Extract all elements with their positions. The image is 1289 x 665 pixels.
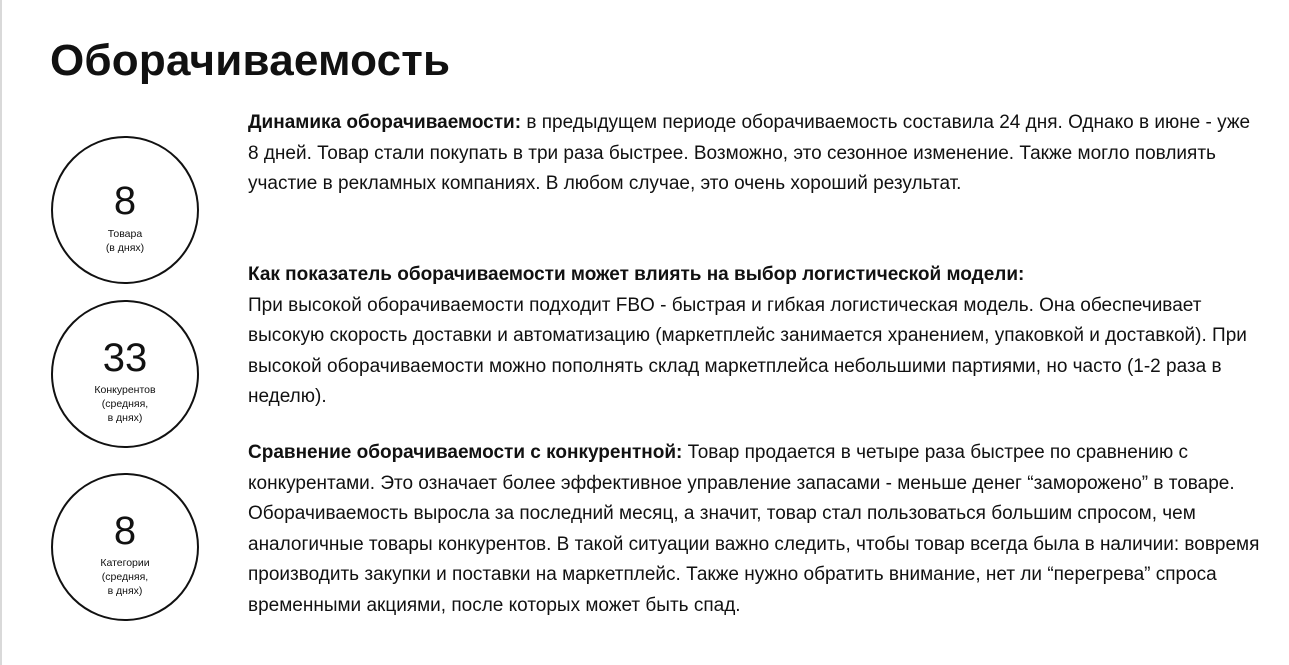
stat-caption-category: Категории (средняя, в днях) <box>100 557 150 597</box>
stat-value-product: 8 <box>113 179 137 223</box>
stat-value-competitors: 33 <box>102 336 148 380</box>
section-logistics-model <box>248 260 1263 413</box>
section-heading-logistics: Как показатель оборачиваемости может влиять на выбор логистической модели: <box>248 264 1025 285</box>
section-body-dynamics: в предыдущем периоде оборачиваемость составила 24 дня. Однако в июне - уже 8 дней. Товар стали покупать в три раза быстрее. Возможно, это сезонное изменение. Также могло повлиять участие в рекламных компаниях. В любом случае, это очень хороший результат. <box>248 112 1251 195</box>
section-turnover-dynamics <box>248 108 1263 200</box>
section-heading-dynamics: Динамика оборачиваемости: <box>248 112 522 133</box>
section-body-logistics: При высокой оборачиваемости подходит FBO - быстрая и гибкая логистическая модель. Она обеспечивает высокую скорость доставки и автоматизацию (маркетплейс занимается хранением, упаковкой и доставкой). При высокой оборачиваемости можно пополнять склад маркетплейса небольшими партиями, но часто (1-2 раза в неделю). <box>248 294 1247 408</box>
stat-circle-product <box>51 136 199 284</box>
section-body-comparison: Товар продается в четыре раза быстрее по сравнению с конкурентами. Это означает более эффективное управление запасами - меньше денег “заморожено” в товаре. Оборачиваемость выросла за последний месяц, а значит, товар стал пользоваться большим спросом, чем аналогичные товары конкурентов. В такой ситуации важно следить, чтобы товар всегда была в наличии: вовремя производить закупки и поставки на маркетплейс. Также нужно обратить внимание, нет ли “перегрева” спроса временными акциями, после которых может быть спад. <box>248 442 1260 616</box>
stat-caption-product: Товара (в днях) <box>105 228 145 254</box>
stat-value-category: 8 <box>113 509 137 553</box>
left-border-line <box>0 0 2 665</box>
stat-circle-competitors <box>51 300 199 448</box>
page-title: Оборачиваемость <box>50 36 451 85</box>
section-competitor-comparison <box>248 438 1263 622</box>
stat-caption-competitors: Конкурентов (средняя, в днях) <box>94 384 156 424</box>
section-heading-comparison: Сравнение оборачиваемости с конкурентной: <box>248 442 683 463</box>
stat-circle-category <box>51 473 199 621</box>
